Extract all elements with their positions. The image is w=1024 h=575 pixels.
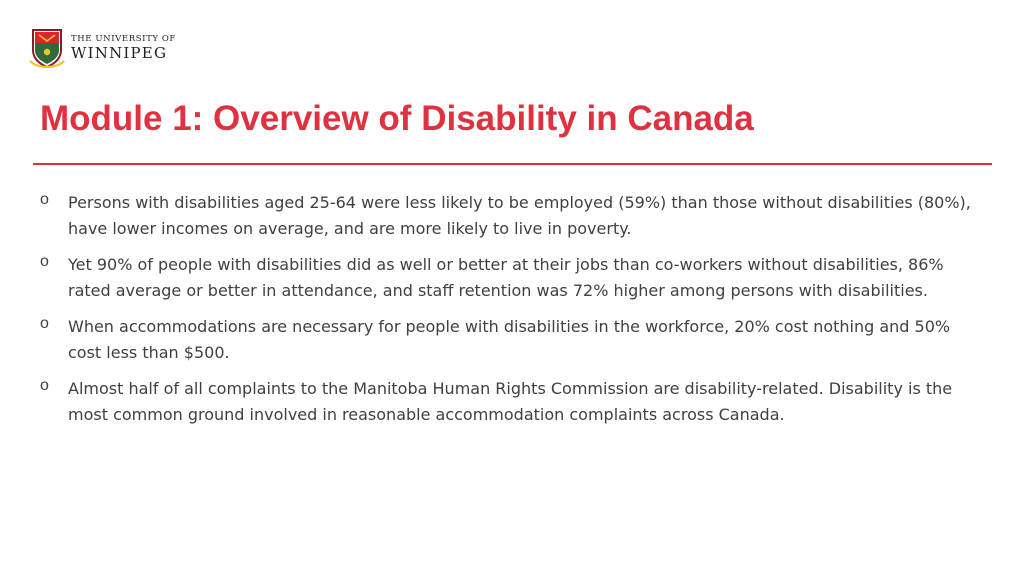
bullet-text: Persons with disabilities aged 25-64 were less likely to be employed (59%) than those without disabilities (80%), have lower incomes on average, and are more likely to live in poverty. <box>68 193 971 238</box>
bullet-item <box>40 190 985 242</box>
university-logo <box>29 26 176 70</box>
bullet-marker-icon: o <box>40 315 49 332</box>
crest-icon <box>29 26 65 70</box>
bullet-item <box>40 314 985 366</box>
logo-wordmark <box>71 35 176 62</box>
bullet-text: Yet 90% of people with disabilities did as well or better at their jobs than co-workers without disabilities, 86% rated average or better in attendance, and staff retention was 72% higher among persons with disabilities. <box>68 255 944 300</box>
bullet-item <box>40 376 985 428</box>
logo-line-1: THE UNIVERSITY OF <box>71 33 176 44</box>
bullet-text: Almost half of all complaints to the Manitoba Human Rights Commission are disability-related. Disability is the most common ground involved in reasonable accommodation complaints across Canada. <box>68 379 953 424</box>
bullet-list <box>40 190 985 438</box>
bullet-text: When accommodations are necessary for people with disabilities in the workforce, 20% cost nothing and 50% cost less than $500. <box>68 317 951 362</box>
bullet-item <box>40 252 985 304</box>
bullet-marker-icon: o <box>40 191 49 208</box>
title-divider <box>33 163 992 165</box>
logo-line-2: WINNIPEG <box>71 44 168 63</box>
bullet-marker-icon: o <box>40 253 49 270</box>
slide-title: Module 1: Overview of Disability in Canada <box>40 99 754 138</box>
bullet-marker-icon: o <box>40 377 49 394</box>
